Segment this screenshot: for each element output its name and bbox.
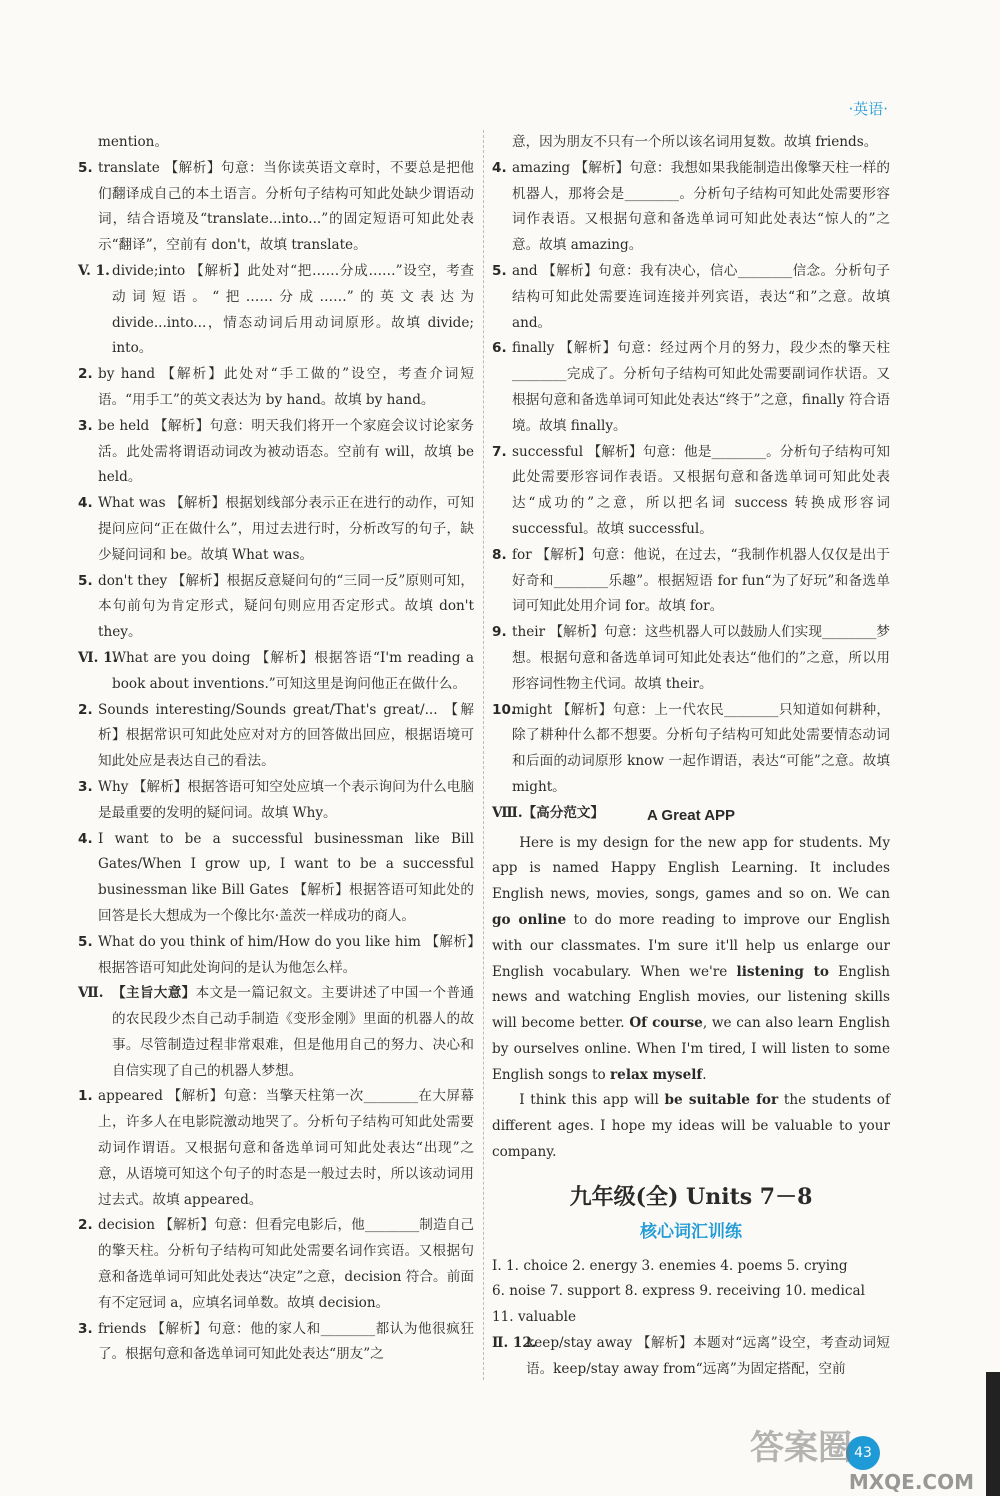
item-text: amazing 【解析】句意：我想如果我能制造出像擎天柱一样的机器人，那将会是________。分析句子结构可知此处需要形容词作表语。又根据句意和备选单词可知此处表达“惊人的”之意。故填 amazing。 bbox=[512, 159, 890, 254]
essay-text: English news and watching English movies, our listening skills will become better. bbox=[492, 963, 890, 1032]
continued-text: 意，因为朋友不只有一个所以该名词用复数。故填 friends。 bbox=[512, 134, 878, 150]
answer-item bbox=[492, 1331, 890, 1383]
item-text: appeared 【解析】句意：当擎天柱第一次________在大屏幕上，许多人在电影院激动地哭了。分析句子结构可知此处需要动词作谓语。又根据句意和备选单词可知此处表达“出现”之意，从语境可知这个句子的时态是一般过去时，所以该动词用过去式。故填 appeared。 bbox=[98, 1088, 474, 1208]
item-text: decision 【解析】句意：但看完电影后，他________制造自己的擎天柱。分析句子结构可知此处需要名词作宾语。又根据句意和备选单词可知此处表达“决定”之意，decision 符合。前面有不定冠词 a，应填名词单数。故填 decision。 bbox=[98, 1217, 474, 1311]
item-number: 5. bbox=[492, 262, 507, 279]
continued-text: mention。 bbox=[98, 134, 169, 150]
item-number: 5. bbox=[78, 933, 93, 950]
essay-text: , we can also learn English by ourselves online. When I'm tired, I will listen to some English songs to bbox=[492, 1015, 890, 1083]
left-column bbox=[78, 130, 474, 1368]
item-text: don't they 【解析】根据反意疑问句的“三同一反”原则可知，本句前句为肯定形式，疑问句则应用否定形式。故填 don't they。 bbox=[98, 572, 474, 641]
essay-text: to do more reading to improve our English with our classmates. I'm sure it'll help us enlarge our English vocabulary. When we're bbox=[492, 911, 890, 980]
subject-tag: ·英语· bbox=[848, 100, 888, 118]
core-vocab-heading: 核心词汇训练 bbox=[640, 1221, 742, 1242]
essay-text: I think this app will bbox=[519, 1092, 665, 1109]
answer-item bbox=[78, 362, 474, 414]
answer-item bbox=[492, 620, 890, 697]
item-text: divide;into 【解析】此处对“把……分成……”设空，考查动词短语。“把……分成……”的英文表达为 divide...into...，情态动词后用动词原形。故填 divide; into。 bbox=[112, 262, 474, 357]
item-text: for 【解析】句意：他说，在过去，“我制作机器人仅仅是出于好奇和________乐趣”。根据短语 for fun“为了好玩”和备选单词可知此处用介词 for。故填 for。 bbox=[512, 546, 890, 615]
answer-item bbox=[78, 698, 474, 775]
item-number: 9. bbox=[492, 624, 507, 641]
answer-item bbox=[78, 569, 474, 646]
item-text: and 【解析】句意：我有决心，信心________信念。分析句子结构可知此处需要连词连接并列宾语，表达“和”之意。故填 and。 bbox=[512, 262, 890, 331]
item-number: 6. bbox=[492, 340, 507, 357]
summary-item bbox=[78, 981, 474, 1084]
item-text: might 【解析】句意：上一代农民________只知道如何耕种，除了耕种什么都不想要。分析句子结构可知此处需要情态动词和后面的动词原形 know 一起作谓语，表达“可能”之意。故填 might。 bbox=[512, 701, 890, 795]
item-number: Ⅱ. 12. bbox=[492, 1335, 537, 1352]
vocab-row bbox=[492, 1254, 890, 1280]
item-text: Why 【解析】根据答语可知空处应填一个表示询问为什么电脑是最重要的发明的疑问词。故填 Why。 bbox=[98, 778, 474, 821]
right-column bbox=[492, 130, 890, 1383]
item-number: 5. bbox=[78, 572, 93, 589]
watermark-logo: 答案圈 bbox=[750, 1428, 852, 1468]
item-text: Sounds interesting/Sounds great/That's great/... 【解析】根据常识可知此处应对对方的回答做出回应，根据语境可知此处应是表达自己的看法。 bbox=[98, 701, 474, 770]
item-number: 3. bbox=[78, 1320, 93, 1337]
key-phrase: Of course bbox=[629, 1015, 703, 1032]
answer-item bbox=[78, 827, 474, 930]
answer-item bbox=[492, 259, 890, 336]
answer-item bbox=[492, 336, 890, 439]
answer-item bbox=[78, 1317, 474, 1369]
key-phrase: be suitable for bbox=[664, 1092, 779, 1109]
summary-label: 【主旨大意】 bbox=[112, 985, 196, 1002]
item-number: 2. bbox=[78, 1217, 93, 1234]
column-divider bbox=[483, 130, 484, 1380]
essay-section-label: Ⅷ.【高分范文】 bbox=[492, 804, 605, 821]
answer-item bbox=[492, 698, 890, 801]
item-text: by hand 【解析】此处对“手工做的”设空，考查介词短语。“用手工”的英文表达为 by hand。故填 by hand。 bbox=[98, 366, 474, 408]
unit-heading: 九年级(全) Units 7－8 bbox=[569, 1183, 813, 1210]
answer-item bbox=[78, 646, 474, 698]
item-number: 2. bbox=[78, 701, 93, 718]
item-text: What was 【解析】根据划线部分表示正在进行的动作，可知提问应问“正在做什么”，用过去进行时，分析改写的句子，缺少疑问词和 be。故填 What was。 bbox=[98, 495, 474, 563]
key-phrase: listening to bbox=[736, 963, 829, 980]
essay-paragraph-2 bbox=[492, 1088, 890, 1165]
answer-item bbox=[78, 414, 474, 491]
essay-text: Here is my design for the new app for students. My app is named Happy English Learning. It includes English news, movies, songs, games and so on. We can bbox=[492, 834, 890, 903]
answer-item bbox=[492, 156, 890, 259]
key-phrase: go online bbox=[492, 911, 567, 928]
item-number: 2. bbox=[78, 366, 93, 383]
item-text: be held 【解析】句意：明天我们将开一个家庭会议讨论家务活。此处需将谓语动词改为被动语态。空前有 will，故填 be held。 bbox=[98, 417, 474, 486]
summary-text: 本文是一篇记叙文。主要讲述了中国一个普通的农民段少杰自己动手制造《变形金刚》里面的机器人的故事。尽管制造过程非常艰难，但是他用自己的努力、决心和自信实现了自己的机器人梦想。 bbox=[112, 985, 475, 1079]
item-number: Ⅵ. 1. bbox=[78, 649, 118, 666]
item-text: friends 【解析】句意：他的家人和________都认为他很疯狂了。根据句意和备选单词可知此处表达“朋友”之 bbox=[98, 1320, 474, 1363]
essay-text: the students of different ages. I hope my ideas will be valuable to your company. bbox=[492, 1092, 890, 1161]
item-number: V. 1. bbox=[78, 262, 110, 279]
item-number: 4. bbox=[78, 495, 93, 512]
vocab-row: 6. noise 7. support 8. express 9. receiving 10. medical bbox=[492, 1283, 865, 1300]
item-text: What are you doing 【解析】根据答语“I'm reading a book about inventions.”可知这里是询问他正在做什么。 bbox=[112, 649, 474, 692]
vocab-row: 11. valuable bbox=[492, 1309, 577, 1326]
watermark-url: MXQE.COM bbox=[848, 1470, 974, 1494]
answer-item bbox=[78, 491, 474, 568]
key-phrase: relax myself bbox=[610, 1066, 703, 1083]
essay-text: . bbox=[702, 1066, 707, 1083]
item-number: 5. bbox=[78, 159, 93, 176]
side-tab bbox=[986, 1372, 1000, 1496]
answer-item bbox=[78, 930, 474, 982]
essay-body bbox=[492, 831, 890, 1166]
page-number: 43 bbox=[846, 1436, 880, 1470]
right-answer-list bbox=[492, 130, 890, 801]
answer-item bbox=[78, 1084, 474, 1213]
vocab-row-text: 1. choice 2. energy 3. enemies 4. poems 5. crying bbox=[506, 1257, 848, 1274]
item-number: 4. bbox=[78, 830, 93, 847]
item-number: 4. bbox=[492, 159, 507, 176]
item-text: successful 【解析】句意：他是________。分析句子结构可知此处需要形容词作表语。又根据句意和备选单词可知此处表达“成功的”之意，所以把名词 success 转换成形容词 successful。故填 successful。 bbox=[512, 443, 890, 537]
answer-item bbox=[78, 259, 474, 362]
essay-title: A Great APP bbox=[646, 806, 736, 824]
answer-item bbox=[78, 775, 474, 827]
item-text: finally 【解析】句意：经过两个月的努力，段少杰的擎天柱________完成了。分析句子结构可知此处需要副词作状语。又根据句意和备选单词可知此处表达“终于”之意，finally 符合语境。故填 finally。 bbox=[512, 340, 890, 434]
item-text: translate 【解析】句意：当你读英语文章时，不要总是把他们翻译成自己的本土语言。分析句子结构可知此处缺少谓语动词，结合语境及“translate...into...”的固定短语可知此处表示“翻译”，空前有 don't，故填 translate。 bbox=[98, 159, 474, 254]
item-number: 8. bbox=[492, 546, 507, 563]
answer-item bbox=[78, 1213, 474, 1316]
item-number: 7. bbox=[492, 443, 507, 460]
item-number: 3. bbox=[78, 778, 93, 795]
item-text: I want to be a successful businessman like Bill Gates/When I grow up, I want to be a successful businessman like Bill Gates 【解析】根据答语可知此处的回答是长大想成为一个像比尔·盖茨一样成功的商人。 bbox=[98, 830, 474, 924]
item-text: What do you think of him/How do you like him 【解析】根据答语可知此处询问的是认为他怎么样。 bbox=[98, 933, 474, 976]
item-text: their 【解析】句意：这些机器人可以鼓励人们实现________梦想。根据句意和备选单词可知此处表达“他们的”之意，所以用形容词性物主代词。故填 their。 bbox=[512, 624, 890, 692]
item-text: keep/stay away 【解析】本题对“远离”设空，考查动词短语。keep/stay away from“远离”为固定搭配，空前 bbox=[526, 1335, 890, 1377]
item-number: 1. bbox=[78, 1088, 93, 1105]
answer-item bbox=[78, 156, 474, 259]
vocab-section: Ⅰ. bbox=[492, 1257, 502, 1274]
answer-item bbox=[492, 543, 890, 620]
answer-item bbox=[492, 440, 890, 543]
essay-paragraph-1 bbox=[492, 831, 890, 1089]
item-number: 3. bbox=[78, 417, 93, 434]
item-number: 10. bbox=[492, 701, 517, 718]
section-number: Ⅶ. bbox=[78, 985, 104, 1002]
vocab-answers bbox=[492, 1254, 890, 1331]
